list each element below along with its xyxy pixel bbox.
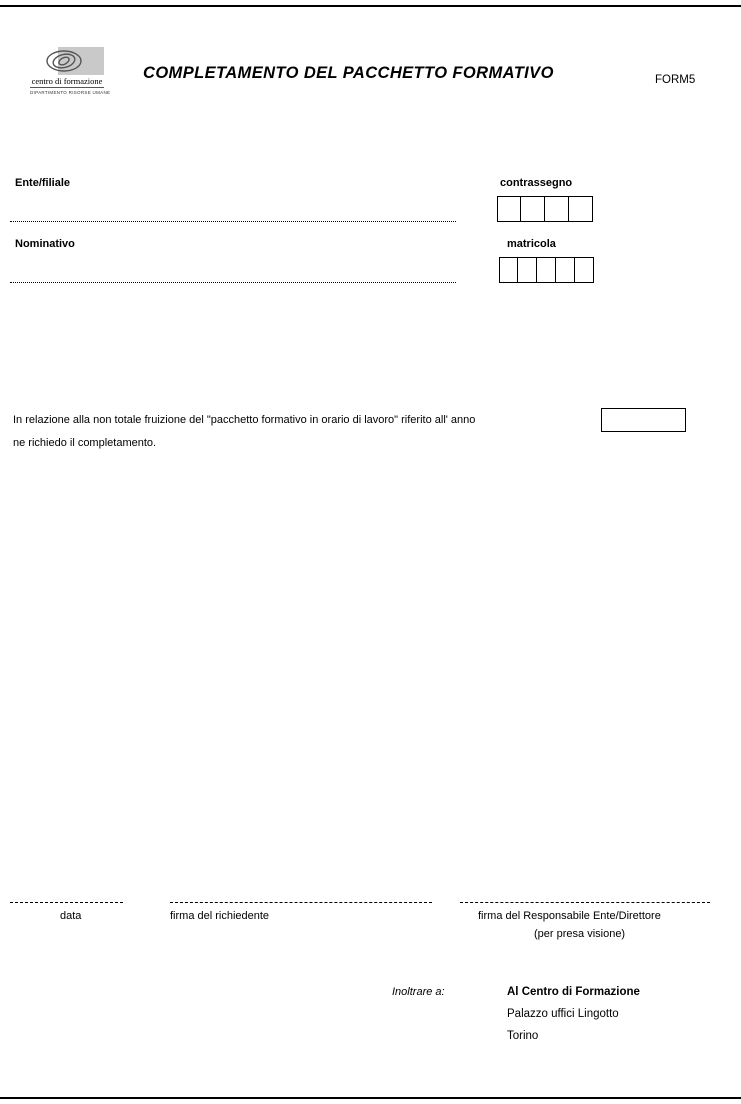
logo-department: DIPARTIMENTO RISORSE UMANE [30, 90, 111, 95]
richiedente-signature-line[interactable] [170, 902, 432, 903]
input-cell[interactable] [499, 257, 518, 283]
page-top-border [0, 5, 741, 7]
richiedente-label: firma del richiedente [170, 910, 270, 922]
matricola-cells [499, 257, 594, 283]
logo [30, 47, 111, 95]
input-cell[interactable] [575, 257, 594, 283]
responsabile-sub-label: (per presa visione) [534, 928, 626, 940]
destination-line-1: Al Centro di Formazione [507, 986, 640, 998]
logo-swirl-icon [30, 47, 104, 75]
page-title: COMPLETAMENTO DEL PACCHETTO FORMATIVO [143, 64, 554, 82]
nominativo-label: Nominativo [15, 238, 75, 250]
data-label: data [60, 910, 82, 922]
data-signature-line[interactable] [10, 902, 123, 903]
destination-line-3: Torino [507, 1030, 539, 1042]
anno-field[interactable] [601, 408, 686, 432]
destination-line-2: Palazzo uffici Lingotto [507, 1008, 619, 1020]
inoltrare-label: Inoltrare a: [392, 986, 445, 998]
matricola-label: matricola [507, 238, 556, 250]
input-cell[interactable] [518, 257, 537, 283]
input-cell[interactable] [545, 196, 569, 222]
responsabile-signature-line[interactable] [460, 902, 710, 903]
nominativo-field[interactable] [10, 282, 456, 283]
ente-filiale-field[interactable] [10, 221, 456, 222]
body-line-1: In relazione alla non totale fruizione del "pacchetto formativo in orario di lavoro" riferito all' anno [13, 414, 476, 426]
page-bottom-border [0, 1097, 741, 1099]
input-cell[interactable] [497, 196, 521, 222]
input-cell[interactable] [556, 257, 575, 283]
form-code: FORM5 [655, 74, 696, 86]
contrassegno-cells [497, 196, 593, 222]
contrassegno-label: contrassegno [500, 177, 573, 189]
responsabile-label: firma del Responsabile Ente/Direttore [478, 910, 661, 922]
input-cell[interactable] [569, 196, 593, 222]
body-line-2: ne richiedo il completamento. [13, 437, 157, 449]
input-cell[interactable] [521, 196, 545, 222]
ente-filiale-label: Ente/filiale [15, 177, 71, 189]
input-cell[interactable] [537, 257, 556, 283]
logo-name: centro di formazione [31, 76, 103, 86]
